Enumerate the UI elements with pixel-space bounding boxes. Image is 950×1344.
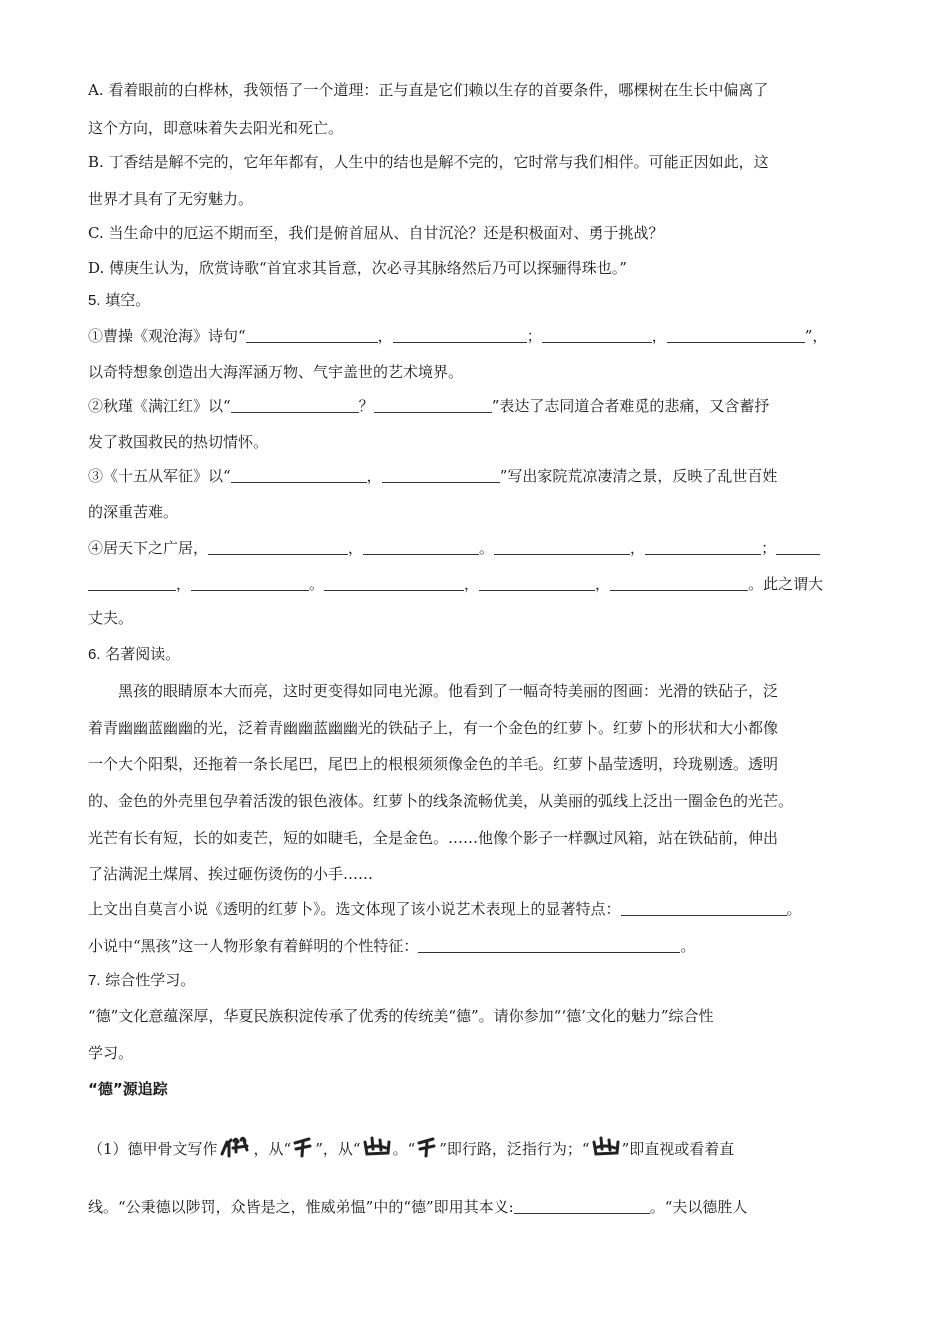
punct: ； xyxy=(761,539,777,557)
q6-blank-2[interactable] xyxy=(418,938,680,953)
q5-item4 xyxy=(88,538,820,558)
q5-item3 xyxy=(88,466,777,486)
blank-4-6[interactable] xyxy=(191,576,309,591)
oracle-zhi-glyph-icon xyxy=(591,1134,621,1163)
punct: 。 xyxy=(786,900,802,918)
option-b-line2: 世界才具有了无穷魅力。 xyxy=(88,190,254,208)
blank-4-5[interactable] xyxy=(776,540,820,555)
blank-2-2[interactable] xyxy=(374,398,492,413)
punct: 。 xyxy=(479,539,495,557)
punct: 。 xyxy=(680,937,696,955)
sub1-text-h: 。“夫以德胜人 xyxy=(649,1198,748,1216)
punct: ？ xyxy=(358,397,374,415)
q5-item4-line3: 丈夫。 xyxy=(88,609,134,627)
punct: ， xyxy=(366,467,382,485)
q5-item3-line2: 的深重苦难。 xyxy=(88,503,179,521)
q5-item3-prefix: ③《十五从军征》以“ xyxy=(88,467,231,485)
punct: ， xyxy=(348,539,364,557)
punct: ， xyxy=(630,539,646,557)
q5-item4-line2 xyxy=(88,574,823,594)
option-d-line1: D. 傅庚生认为，欣赏诗歌“首宜求其旨意，次必寻其脉络然后乃可以探骊得珠也。” xyxy=(88,259,627,277)
passage-line1: 黑孩的眼睛原本大而亮，这时更变得如同电光源。他看到了一幅奇特美丽的图画：光滑的铁砧子，泛 xyxy=(118,682,779,700)
q7-blank-1[interactable] xyxy=(514,1199,650,1214)
blank-4-5-cont[interactable] xyxy=(88,576,176,591)
oracle-zhi-glyph-icon xyxy=(362,1134,392,1163)
q5-item1 xyxy=(88,326,827,346)
punct: ， xyxy=(377,327,393,345)
q5-item1-prefix: ①曹操《观沧海》诗句“ xyxy=(88,327,246,345)
q5-item1-suffix: ”， xyxy=(804,327,828,345)
oracle-de-glyph-icon xyxy=(219,1134,253,1163)
passage-line4: 的、金色的外壳里包孕着活泼的银色液体。红萝卜的线条流畅优美，从美丽的弧线上泛出一圈金色的光芒。 xyxy=(88,792,794,810)
q5-item4-end: 。此之谓大 xyxy=(748,575,824,593)
passage-line2: 着青幽幽蓝幽幽的光，泛着青幽幽蓝幽幽光的铁砧子上，有一个金色的红萝卜。红萝卜的形状和大小都像 xyxy=(88,719,779,737)
blank-1-2[interactable] xyxy=(393,328,527,343)
q5-item1-line2: 以奇特想象创造出大海浑涵万物、气宇盖世的艺术境界。 xyxy=(88,363,464,381)
q7-intro-line1: “德”文化意蕴深厚，华夏民族积淀传承了优秀的传统美“德”。请你参加“‘德’文化的魅力”综合性 xyxy=(88,1007,714,1025)
passage-line3: 一个大个阳梨，还拖着一条长尾巴，尾巴上的根根须须像金色的羊毛。红萝卜晶莹透明，玲珑剔透。透明 xyxy=(88,755,779,773)
q6-heading xyxy=(88,644,180,665)
q5-item2-line2: 发了救国救民的热切情怀。 xyxy=(88,433,269,451)
blank-2-1[interactable] xyxy=(231,398,359,413)
q5-item3-suffix: ”写出家院荒凉凄清之景，反映了乱世百姓 xyxy=(499,467,778,485)
option-c-line1: C. 当生命中的厄运不期而至，我们是俯首屈从、自甘沉沦？还是积极面对、勇于挑战？ xyxy=(88,224,664,242)
q7-intro-line2: 学习。 xyxy=(88,1044,134,1062)
section-heading: “德”源追踪 xyxy=(88,1080,168,1098)
q6-question1-text: 上文出自莫言小说《透明的红萝卜》。选文体现了该小说艺术表现上的显著特点： xyxy=(88,900,621,918)
q7-number: 7. xyxy=(88,972,101,989)
sub1-text-e: ”即行路，泛指行为；“ xyxy=(439,1140,590,1158)
sub1-text-g: 线。“公秉德以陟罚，众皆是之，惟威弟愠”中的“德”即用其本义: xyxy=(88,1198,514,1216)
q7-sub1-line2 xyxy=(88,1197,747,1217)
blank-4-4[interactable] xyxy=(645,540,761,555)
q6-question2-text: 小说中“黑孩”这一人物形象有着鲜明的个性特征： xyxy=(88,937,419,955)
blank-4-1[interactable] xyxy=(208,540,348,555)
q5-item2-prefix: ②秋瑾《满江红》以“ xyxy=(88,397,231,415)
punct: ， xyxy=(176,575,192,593)
sub1-text-a: （1）德甲骨文写作 xyxy=(88,1140,218,1158)
punct: ， xyxy=(595,575,611,593)
q7-title: 综合性学习。 xyxy=(105,971,196,989)
sub1-text-c: ”，从“ xyxy=(315,1140,361,1158)
q6-question1 xyxy=(88,899,802,919)
punct: ； xyxy=(526,327,542,345)
q5-item2-suffix: ”表达了志同道合者难觅的悲痛，又含蓄抒 xyxy=(491,397,770,415)
blank-1-4[interactable] xyxy=(667,328,805,343)
blank-1-1[interactable] xyxy=(246,328,378,343)
blank-3-1[interactable] xyxy=(231,468,367,483)
q5-title: 填空。 xyxy=(105,291,151,309)
oracle-chi-glyph-icon xyxy=(416,1134,438,1163)
q5-item2 xyxy=(88,396,769,416)
q5-item4-prefix: ④居天下之广居， xyxy=(88,539,209,557)
option-a-line1: A. 看着眼前的白桦林，我领悟了一个道理：正与直是它们赖以生存的首要条件，哪棵树在生长中偏离了 xyxy=(88,81,769,99)
sub1-text-d: 。“ xyxy=(392,1140,416,1158)
blank-4-8[interactable] xyxy=(479,576,595,591)
blank-1-3[interactable] xyxy=(542,328,652,343)
blank-3-2[interactable] xyxy=(382,468,500,483)
q5-number: 5. xyxy=(88,292,101,309)
q7-heading xyxy=(88,970,195,991)
q6-title: 名著阅读。 xyxy=(105,645,181,663)
blank-4-2[interactable] xyxy=(363,540,479,555)
q7-sub1-line1 xyxy=(88,1134,734,1163)
q6-blank-1[interactable] xyxy=(621,901,787,916)
sub1-text-f: ”即直视或看着直 xyxy=(621,1140,735,1158)
blank-4-3[interactable] xyxy=(494,540,630,555)
q5-heading xyxy=(88,290,150,311)
option-a-line2: 这个方向，即意味着失去阳光和死亡。 xyxy=(88,119,344,137)
punct: 。 xyxy=(309,575,325,593)
blank-4-9[interactable] xyxy=(610,576,748,591)
q6-question2 xyxy=(88,936,695,956)
punct: ， xyxy=(464,575,480,593)
punct: ， xyxy=(651,327,667,345)
passage-line5: 光芒有长有短，长的如麦芒，短的如睫毛，全是金色。……他像个影子一样飘过风箱，站在铁砧前，伸出 xyxy=(88,829,779,847)
oracle-chi-glyph-icon xyxy=(292,1134,314,1163)
sub1-text-b: ，从“ xyxy=(253,1140,292,1158)
q6-number: 6. xyxy=(88,646,101,663)
option-b-line1: B. 丁香结是解不完的，它年年都有，人生中的结也是解不完的，它时常与我们相伴。可能正因如此，这 xyxy=(88,153,769,171)
blank-4-7[interactable] xyxy=(324,576,464,591)
passage-line6: 了沾满泥土煤屑、挨过砸伤烫伤的小手…… xyxy=(88,865,374,883)
